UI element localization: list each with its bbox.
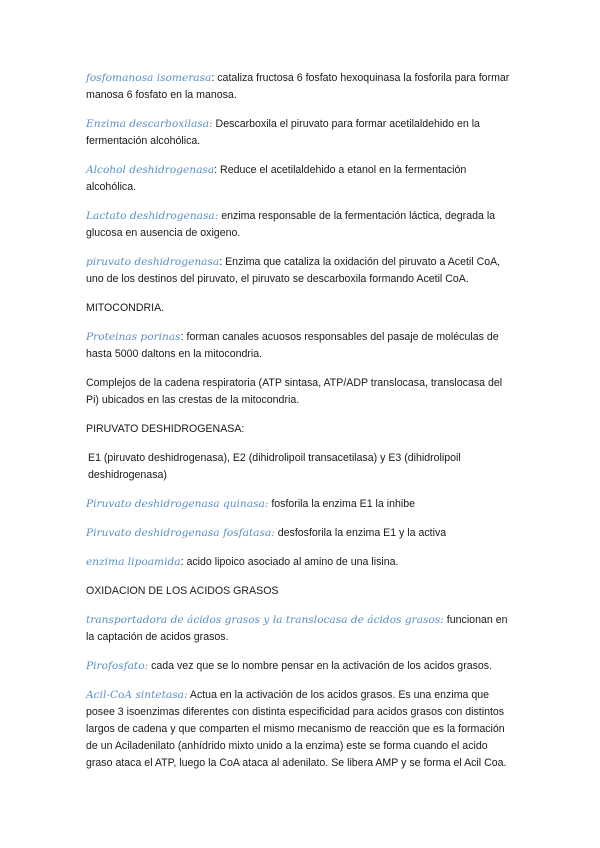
paragraph-pdh-fosfatasa: [86, 525, 512, 542]
paragraph-transportadora-acidos-grasos: [86, 612, 512, 646]
term: piruvato deshidrogenasa: [86, 256, 220, 268]
paragraph-pirofosfato: [86, 658, 512, 675]
definition: : Enzima que cataliza la oxidación del piruvato a Acetil CoA, uno de los destinos del piruvato, el piruvato se descarboxila formando Acetil CoA.: [86, 256, 501, 285]
section-heading-mitocondria: MITOCONDRIA.: [86, 302, 165, 314]
section-heading-piruvato-deshidrogenasa: PIRUVATO DESHIDROGENASA:: [86, 423, 245, 435]
definition: : Reduce el acetilaldehido a etanol en la fermentación alcohólica.: [86, 164, 467, 193]
term: enzima lipoamida: [86, 556, 181, 568]
definition: enzima responsable de la fermentación láctica, degrada la glucosa en ausencia de oxigeno.: [86, 210, 496, 239]
paragraph-piruvato-deshidrogenasa: [86, 254, 512, 288]
paragraph-alcohol-deshidrogenasa: [86, 162, 512, 196]
section-heading-oxidacion-acidos-grasos: OXIDACION DE LOS ACIDOS GRASOS: [86, 585, 279, 597]
definition: funcionan en la captación de acidos grasos.: [86, 614, 508, 643]
term: Acil-CoA sintetasa:: [86, 689, 188, 701]
definition: cada vez que se lo nombre pensar en la activación de los acidos grasos.: [148, 660, 493, 672]
term: Enzima descarboxilasa:: [86, 118, 213, 130]
definition: desfosforila la enzima E1 y la activa: [274, 527, 447, 539]
term: Piruvato deshidrogenasa quinasa:: [86, 498, 269, 510]
paragraph-fosfomanosa-isomerasa: [86, 70, 512, 104]
definition: fosforila la enzima E1 la inhibe: [268, 498, 416, 510]
term: Proteinas porinas: [86, 331, 181, 343]
term: fosfomanosa isomerasa: [86, 72, 212, 84]
paragraph-proteinas-porinas: [86, 329, 512, 363]
term: Piruvato deshidrogenasa fosfatasa:: [86, 527, 275, 539]
definition: Descarboxila el piruvato para formar acetilaldehido en la fermentación alcohólica.: [86, 118, 480, 147]
definition: Actua en la activación de los acidos grasos. Es una enzima que posee 3 isoenzimas diferentes con distinta especificidad para acidos grasos con distintos largos de cadena y que comparten el mismo mecanismo de reacción que es la formación de un Aciladenilato (anhídrido mixto unido a la enzima) este se forma cuando el acido graso ataca el ATP, luego la CoA ataca al adenilato. Se libera AMP y se forma el Acil Coa.: [86, 689, 507, 769]
definition: : cataliza fructosa 6 fosfato hexoquinasa la fosforila para formar manosa 6 fosfato en la manosa.: [86, 72, 510, 101]
definition: : forman canales acuosos responsables del pasaje de moléculas de hasta 5000 daltons en la mitocondria.: [86, 331, 499, 360]
term: Lactato deshidrogenasa:: [86, 210, 219, 222]
definition: : acido lipoico asociado al amino de una lisina.: [180, 556, 399, 568]
paragraph-lactato-deshidrogenasa: [86, 208, 512, 242]
paragraph-acil-coa-sintetasa: [86, 687, 512, 772]
paragraph-enzima-lipoamida: [86, 554, 512, 571]
term: Pirofosfato:: [86, 660, 149, 672]
paragraph-pdh-quinasa: [86, 496, 512, 513]
paragraph-subunidades: E1 (piruvato deshidrogenasa), E2 (dihidrolipoil transacetilasa) y E3 (dihidrolipoil deshidrogenasa): [88, 452, 461, 481]
paragraph-enzima-descarboxilasa: [86, 116, 512, 150]
paragraph-complejos-cadena-respiratoria: Complejos de la cadena respiratoria (ATP sintasa, ATP/ADP translocasa, translocasa del Pi) ubicados en las crestas de la mitocondria.: [86, 377, 503, 406]
term: Alcohol deshidrogenasa: [86, 164, 215, 176]
term: transportadora de ácidos grasos y la translocasa de ácidos grasos:: [86, 614, 444, 626]
